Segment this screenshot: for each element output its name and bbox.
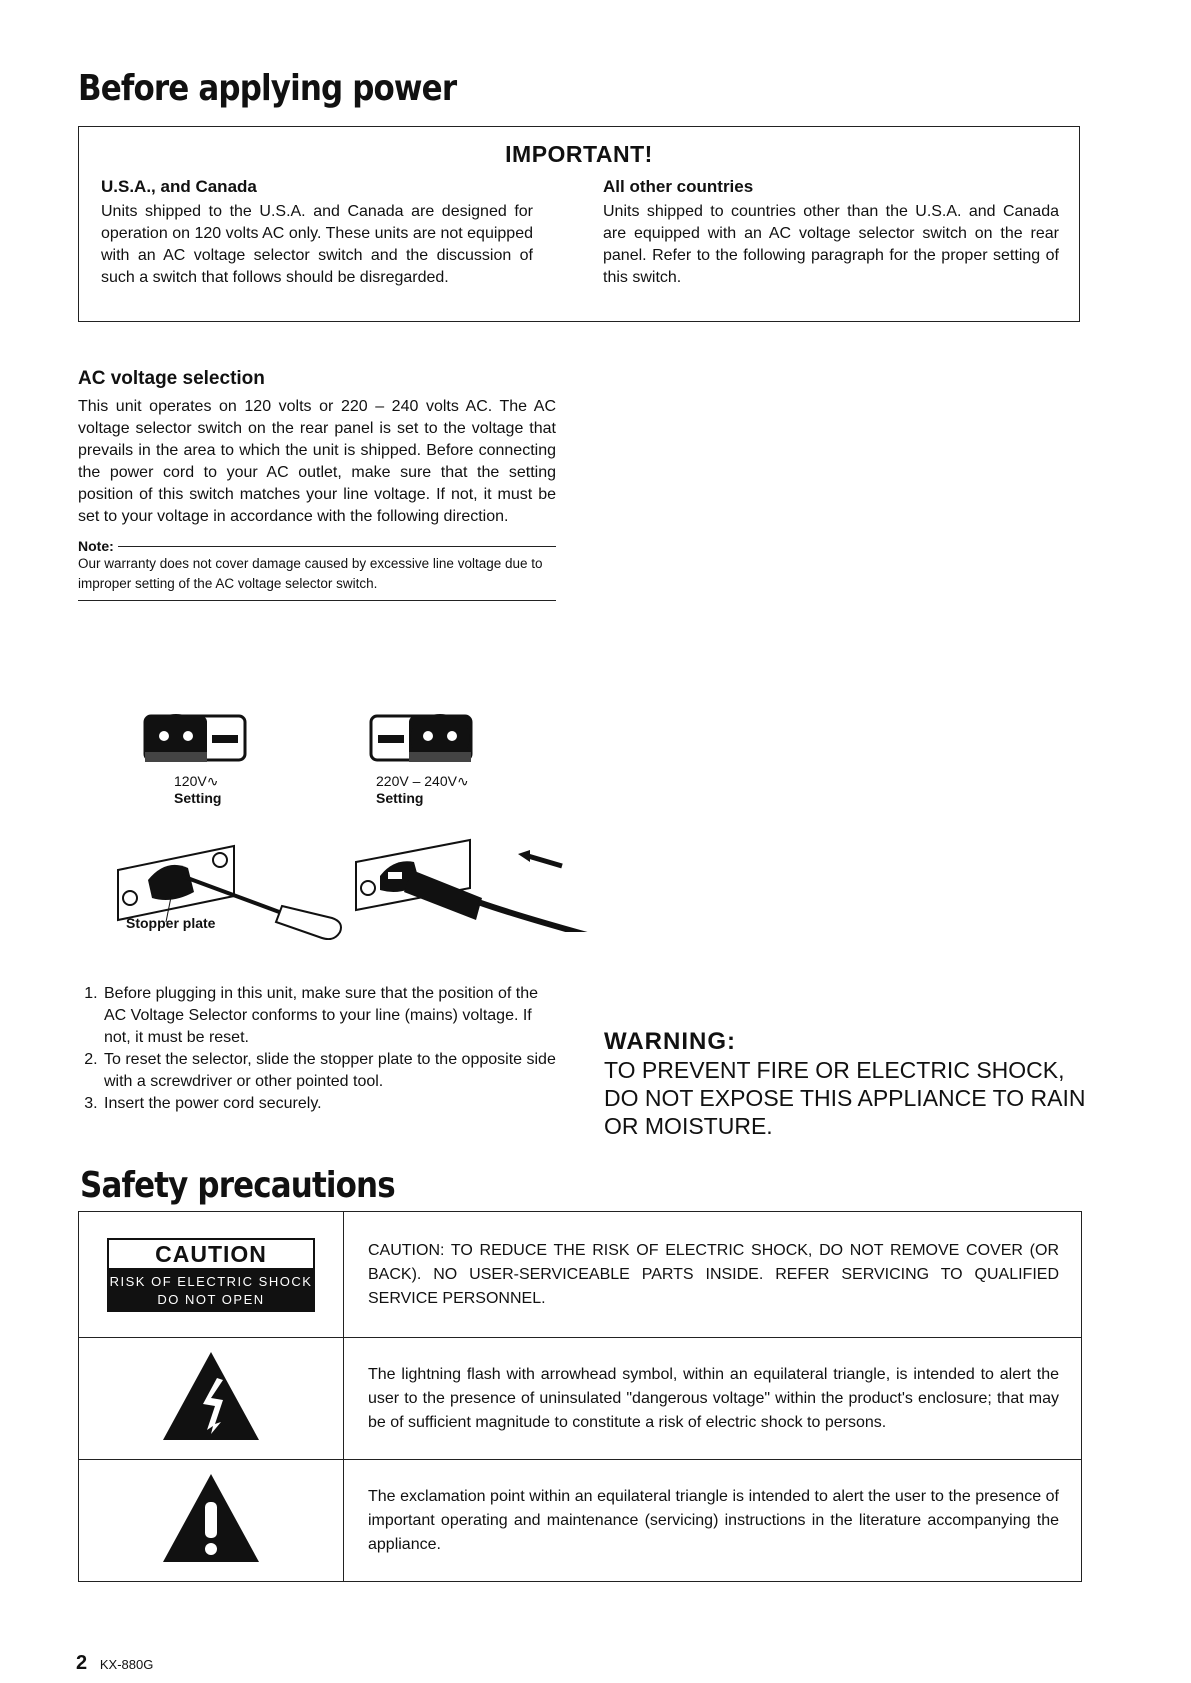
caution-badge-title: CAUTION: [107, 1238, 315, 1270]
other-countries-section: [603, 177, 1059, 289]
exclamation-text: The exclamation point within an equilateral triangle is intended to alert the user to the presence of important operating and maintenance (servicing) instructions in the literature accompanying the appliance.: [344, 1460, 1082, 1582]
ac-voltage-heading: AC voltage selection: [78, 368, 265, 389]
caution-badge: [107, 1238, 315, 1312]
selector-120v-illustration: [140, 708, 250, 782]
usa-canada-heading: U.S.A., and Canada: [101, 177, 257, 196]
page-number: 2: [76, 1652, 88, 1674]
setting-120v-voltage: 120V∿: [174, 773, 219, 789]
caution-badge-cell: [79, 1212, 344, 1338]
usa-canada-text: Units shipped to the U.S.A. and Canada are designed for operation on 120 volts AC only. These units are not equipped with an AC voltage selector switch and the discussion of such a switch that follows should be disregarded.: [101, 203, 533, 286]
note-header: [78, 538, 556, 554]
ac-voltage-section: [78, 368, 556, 601]
important-box: [78, 126, 1080, 322]
warning-heading: WARNING:: [604, 1028, 736, 1055]
note-divider: [118, 546, 556, 547]
safety-table: [78, 1211, 1082, 1582]
power-cord-illustration: [352, 832, 602, 932]
exclamation-icon-cell: [79, 1460, 344, 1582]
safety-title: Safety precautions: [80, 1165, 395, 1206]
caution-text: CAUTION: TO REDUCE THE RISK OF ELECTRIC SHOCK, DO NOT REMOVE COVER (OR BACK). NO USER-SERVICEABLE PARTS INSIDE. REFER SERVICING TO QUALIFIED SERVICE PERSONNEL.: [344, 1212, 1082, 1338]
setting-220v-label: Setting: [376, 790, 424, 806]
steps-section: [78, 983, 556, 1115]
page-title: Before applying power: [78, 68, 457, 109]
other-countries-text: Units shipped to countries other than the U.S.A. and Canada are equipped with an AC voltage selector switch on the rear panel. Refer to the following paragraph for the proper setting of this switch.: [603, 203, 1059, 286]
model-number: KX-880G: [99, 1657, 154, 1672]
important-heading: IMPORTANT!: [505, 141, 653, 167]
note-bottom-rule: [78, 600, 556, 601]
note-text: Our warranty does not cover damage caused by excessive line voltage due to improper setting of the AC voltage selector switch.: [78, 556, 543, 591]
warning-text: TO PREVENT FIRE OR ELECTRIC SHOCK, DO NOT EXPOSE THIS APPLIANCE TO RAIN OR MOISTURE.: [604, 1057, 1086, 1139]
lightning-triangle-icon: [159, 1348, 263, 1444]
note-label: Note:: [78, 538, 114, 554]
usa-canada-section: [101, 177, 533, 289]
setting-120v-label: Setting: [174, 790, 222, 806]
steps-list: [78, 983, 556, 1115]
page-footer: [76, 1652, 153, 1675]
safety-row-lightning: [79, 1338, 1082, 1460]
safety-row-caution: [79, 1212, 1082, 1338]
caution-badge-line1: RISK OF ELECTRIC SHOCK: [109, 1273, 313, 1289]
selector-220v-illustration: [366, 708, 476, 782]
lightning-icon-cell: [79, 1338, 344, 1460]
caution-badge-line2: DO NOT OPEN: [157, 1291, 265, 1307]
safety-row-exclamation: [79, 1460, 1082, 1582]
step-item: 2. To reset the selector, slide the stopper plate to the opposite side with a screwdriver or other pointed tool.: [102, 1049, 556, 1093]
step-item: 3. Insert the power cord securely.: [102, 1093, 556, 1115]
stopper-plate-label: Stopper plate: [126, 915, 216, 931]
setting-220v-voltage: 220V – 240V∿: [376, 773, 469, 789]
warning-section: [604, 1028, 1094, 1140]
step-item: 1. Before plugging in this unit, make sure that the position of the AC Voltage Selector conforms to your line (mains) voltage. If not, it must be reset.: [102, 983, 556, 1049]
other-countries-heading: All other countries: [603, 177, 754, 196]
exclamation-triangle-icon: [159, 1470, 263, 1566]
ac-voltage-text: This unit operates on 120 volts or 220 – 240 volts AC. The AC voltage selector switch on the rear panel is set to the voltage that prevails in the area to which the unit is shipped. Before connecting the power cord to your AC outlet, make sure that the setting position of this switch matches your line voltage. If not, it must be set to your voltage in accordance with the following direction.: [78, 398, 556, 525]
lightning-text: The lightning flash with arrowhead symbol, within an equilateral triangle, is intended to alert the user to the presence of uninsulated "dangerous voltage" within the product's enclosure; that may be of sufficient magnitude to constitute a risk of electric shock to persons.: [344, 1338, 1082, 1460]
